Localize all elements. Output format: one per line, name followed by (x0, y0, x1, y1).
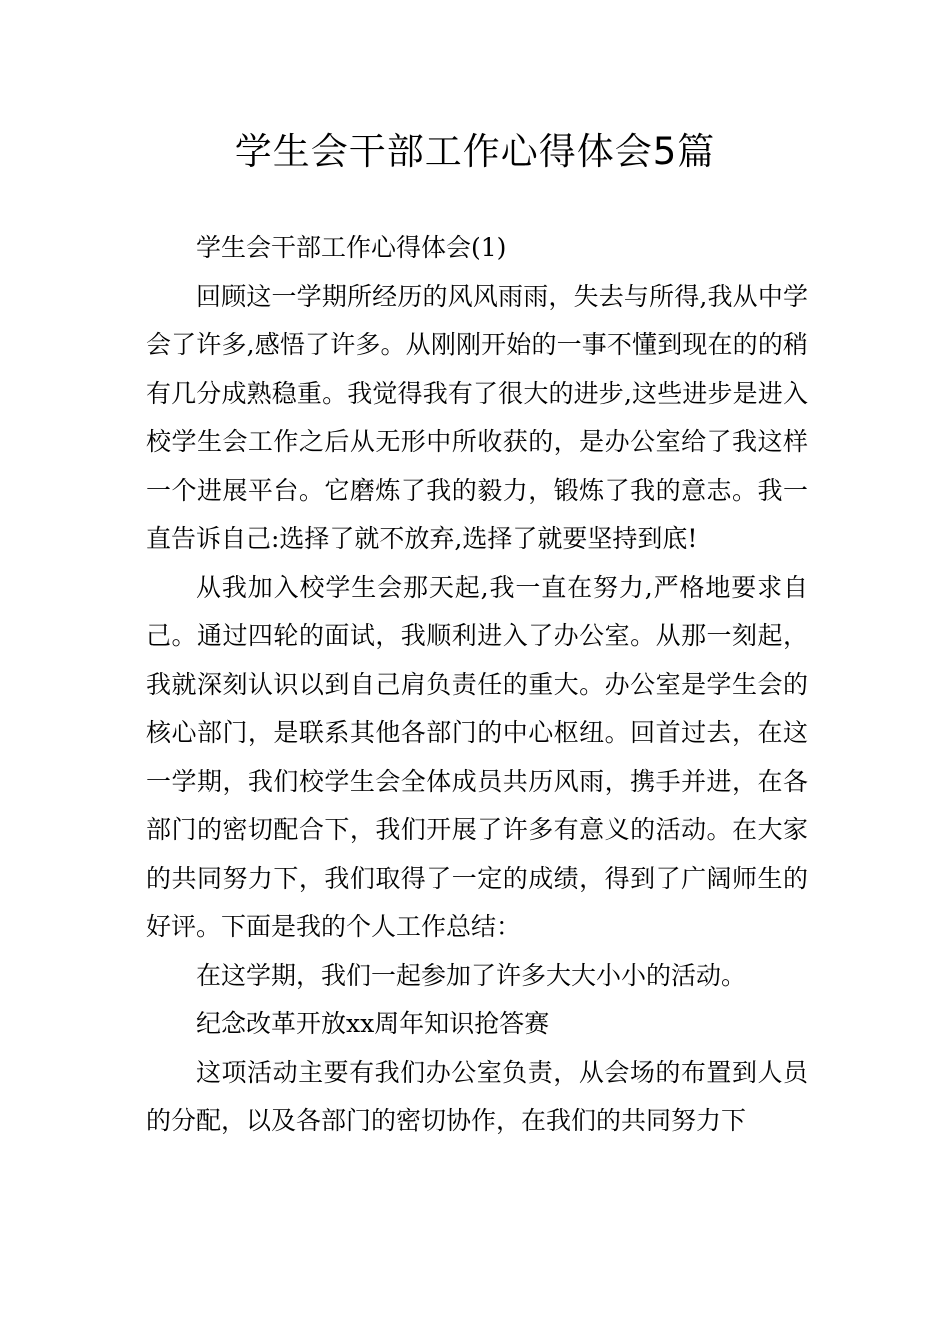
paragraph: 回顾这一学期所经历的风风雨雨，失去与所得,我从中学会了许多,感悟了许多。从刚刚开始的一事不懂到现在的的稍有几分成熟稳重。我觉得我有了很大的进步,这些进步是进入校学生会工作之后从无形中所收获的，是办公室给了我这样一个进展平台。它磨炼了我的毅力，锻炼了我的意志。我一直告诉自己:选择了就不放弃,选择了就要坚持到底! (146, 281, 808, 553)
paragraph: 从我加入校学生会那天起,我一直在努力,严格地要求自己。通过四轮的面试，我顺利进入了办公室。从那一刻起，我就深刻认识以到自己肩负责任的重大。办公室是学生会的核心部门，是联系其他各部门的中心枢纽。回首过去，在这一学期，我们校学生会全体成员共历风雨，携手并进，在各部门的密切配合下，我们开展了许多有意义的活动。在大家的共同努力下，我们取得了一定的成绩，得到了广阔师生的好评。下面是我的个人工作总结： (146, 572, 808, 941)
paragraph: 在这学期，我们一起参加了许多大大小小的活动。 (196, 960, 747, 990)
paragraph-heading-1: 学生会干部工作心得体会(1) (196, 233, 507, 262)
paragraph: 这项活动主要有我们办公室负责，从会场的布置到人员的分配，以及各部门的密切协作，在我们的共同努力下 (146, 1057, 808, 1135)
document-title: 学生会干部工作心得体会5篇 (234, 130, 716, 173)
paragraph-subheading: 纪念改革开放xx周年知识抢答赛 (196, 1009, 550, 1038)
document-body (146, 224, 808, 1146)
